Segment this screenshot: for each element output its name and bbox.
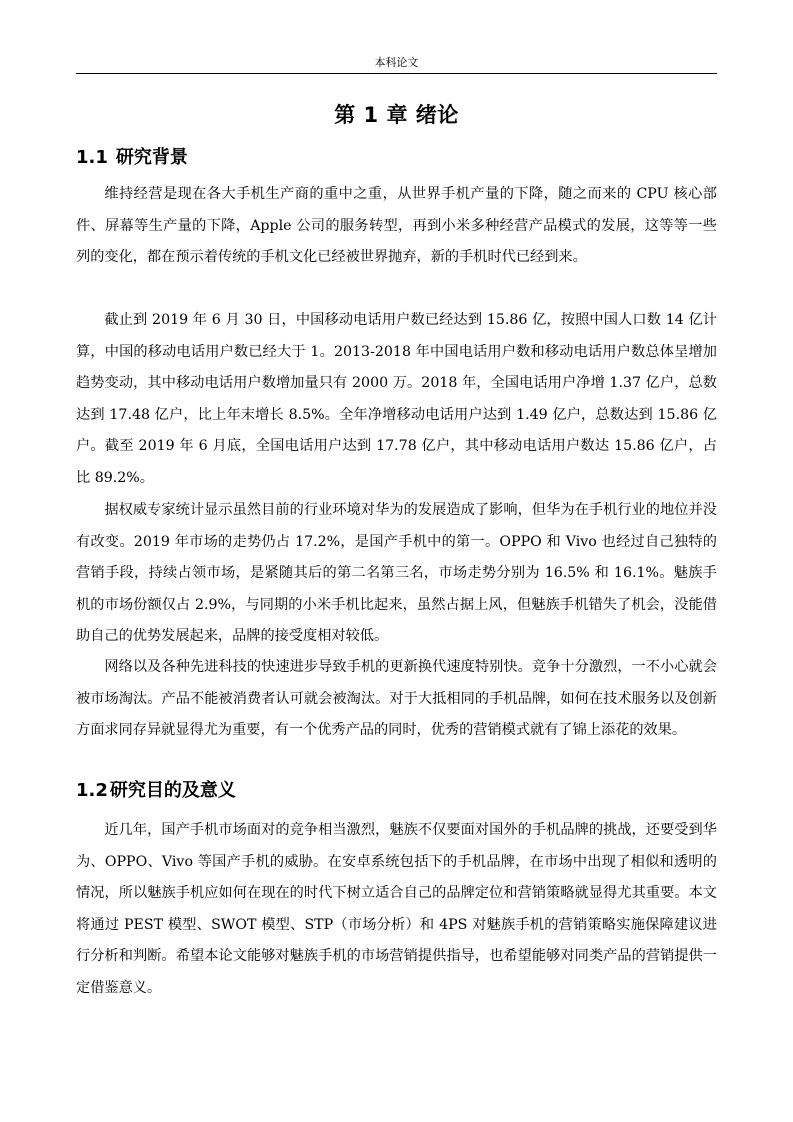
section-number: 1.1 xyxy=(76,147,108,168)
section-number: 1.2 xyxy=(76,780,108,801)
section-title: 研究背景 xyxy=(115,147,188,168)
section-heading-1-1 xyxy=(76,145,717,171)
paragraph-1-1-2: 截止到 2019 年 6 月 30 日，中国移动电话用户数已经达到 15.86 亿，按照中国人口数 14 亿计算，中国的移动电话用户数已经大于 1。2013-2018 年中国电话用户数和移动电话用户数总体呈增加趋势变动，其中移动电话用户数增加量只有 2000 万。2018 年，全国电话用户净增 1.37 亿户，总数达到 17.48 亿户，比上年末增长 8.5%。全年净增移动电话用户达到 1.49 亿户，总数达到 15.86 亿户。截至 2019 年 6 月底，全国电话用户达到 17.78 亿户，其中移动电话用户数达 15.86 亿户，占比 89.2%。 xyxy=(76,312,717,486)
running-header: 本科论文 xyxy=(374,56,419,69)
section-title: 研究目的及意义 xyxy=(109,780,236,801)
header-divider xyxy=(76,73,717,74)
chapter-title: 第 1 章 绪论 xyxy=(334,103,459,127)
paragraph-1-1-1: 维持经营是现在各大手机生产商的重中之重，从世界手机产量的下降，随之而来的 CPU 核心部件、屏幕等生产量的下降，Apple 公司的服务转型，再到小米多种经营产品模式的发展，这等等一些列的变化，都在预示着传统的手机文化已经被世界抛弃，新的手机时代已经到来。 xyxy=(76,186,717,265)
paragraph-1-2-1: 近几年，国产手机市场面对的竞争相当激烈，魅族不仅要面对国外的手机品牌的挑战，还要受到华为、OPPO、Vivo 等国产手机的威胁。在安卓系统包括下的手机品牌，在市场中出现了相似和透明的情况，所以魅族手机应如何在现在的时代下树立适合自己的品牌定位和营销策略就显得尤其重要。本文将通过 PEST 模型、SWOT 模型、STP（市场分析）和 4PS 对魅族手机的营销策略实施保障建议进行分析和判断。希望本论文能够对魅族手机的市场营销提供指导，也希望能够对同类产品的营销提供一定借鉴意义。 xyxy=(76,822,717,996)
paragraph-1-1-4: 网络以及各种先进科技的快速进步导致手机的更新换代速度特别快。竞争十分激烈，一不小心就会被市场淘汰。产品不能被消费者认可就会被淘汰。对于大抵相同的手机品牌，如何在技术服务以及创新方面求同存异就显得尤为重要，有一个优秀产品的同时，优秀的营销模式就有了锦上添花的效果。 xyxy=(76,659,717,738)
paragraph-1-1-3: 据权威专家统计显示虽然目前的行业环境对华为的发展造成了影响，但华为在手机行业的地位并没有改变。2019 年市场的走势仍占 17.2%，是国产手机中的第一。OPPO 和 Vivo 也经过自己独特的营销手段，持续占领市场，是紧随其后的第二名第三名，市场走势分别为 16.5% 和 16.1%。魅族手机的市场份额仅占 2.9%，与同期的小米手机比起来，虽然占据上风，但魅族手机错失了机会，没能借助自己的优势发展起来，品牌的接受度相对较低。 xyxy=(76,502,717,644)
section-heading-1-2 xyxy=(76,778,717,804)
